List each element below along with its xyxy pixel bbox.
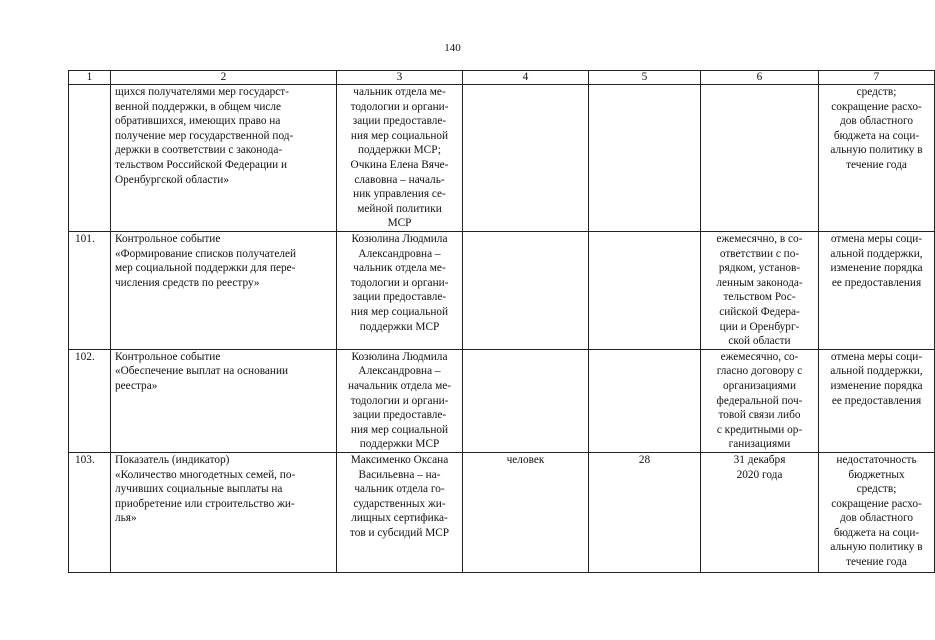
cell-c6	[701, 452, 819, 572]
cell-text-line: получение мер государственной под-	[115, 129, 294, 142]
cell-c7	[819, 452, 935, 572]
cell-text-line: Очкина Елена Вяче-	[350, 158, 449, 171]
cell-text-line: течение года	[846, 158, 907, 171]
cell-text-line: обратившихся, имеющих право на	[115, 115, 281, 128]
cell-text-line: бюджетных	[848, 468, 905, 481]
cell-text-line: славовна – началь-	[354, 173, 445, 186]
column-header: 7	[819, 71, 935, 85]
cell-text-line: поддержки МСР	[359, 320, 440, 333]
cell-text-line: гласно договору с	[716, 365, 803, 378]
row-number: 101.	[69, 232, 111, 350]
row-number: 102.	[69, 349, 111, 452]
cell-text-line: поддержки МСР;	[357, 144, 442, 157]
cell-text-line: ник управления се-	[353, 188, 446, 201]
cell-text-line: 2020 года	[736, 468, 783, 481]
column-header: 1	[69, 71, 111, 85]
cell-c5	[589, 349, 701, 452]
cell-text-line: течение года	[846, 556, 907, 569]
table-header-row	[69, 71, 935, 85]
column-header: 5	[589, 71, 701, 85]
cell-text-line: средств;	[856, 86, 897, 98]
cell-text-line: приобретение или строительство жи-	[115, 497, 295, 510]
cell-text-line: ния мер социальной	[350, 305, 449, 318]
cell-text-line: держки в соответствии с законода-	[115, 144, 283, 157]
row-number	[69, 85, 111, 232]
cell-text-line: 31 декабря	[733, 453, 786, 466]
cell-text-line: Показатель (индикатор)	[115, 453, 230, 466]
cell-text-line: альную политику в	[830, 541, 923, 554]
cell-c4	[463, 349, 589, 452]
cell-text-line: реестра»	[115, 379, 158, 392]
cell-text-line: ской области	[728, 335, 791, 348]
cell-c5	[589, 85, 701, 232]
cell-text-line: ежемесячно, в со-	[716, 233, 803, 245]
cell-text-line: чальник отдела го-	[354, 483, 445, 496]
cell-text-line: тов и субсидий МСР	[349, 526, 450, 539]
cell-text-line: сийской Федера-	[719, 305, 800, 318]
cell-text-line: ганизациями	[728, 438, 791, 451]
cell-text-line: Оренбургской области»	[115, 173, 229, 186]
cell-text-line: числения средств по реестру»	[115, 276, 260, 289]
cell-c7	[819, 349, 935, 452]
cell-c4	[463, 85, 589, 232]
cell-text-line: бюджета на соци-	[833, 526, 920, 539]
cell-text-line: щихся получателями мер государст-	[115, 86, 289, 98]
cell-text-line: Контрольное событие	[115, 233, 221, 245]
cell-text-line: ее предоставления	[831, 394, 922, 407]
cell-c3	[337, 452, 463, 572]
cell-text-line: поддержки МСР	[359, 438, 440, 451]
cell-text-line: ее предоставления	[831, 276, 922, 289]
cell-c3	[337, 85, 463, 232]
cell-text-line: альной поддержки,	[830, 247, 923, 260]
cell-text-line: лищных сертифика-	[351, 512, 448, 525]
cell-text-line: «Обеспечение выплат на основании	[115, 365, 289, 378]
cell-text-line: Васильевна – на-	[358, 468, 441, 481]
cell-text-line: начальник отдела ме-	[347, 379, 452, 392]
cell-text-line: Александровна –	[358, 247, 441, 260]
cell-text-line: отмена меры соци-	[830, 233, 923, 245]
column-header: 4	[463, 71, 589, 85]
cell-text-line: человек	[506, 453, 545, 466]
cell-text-line: Козюлина Людмила	[351, 350, 448, 363]
cell-c3	[337, 349, 463, 452]
cell-text-line: «Формирование списков получателей	[115, 247, 297, 260]
cell-text-line: ции и Оренбург-	[719, 320, 800, 333]
table-row	[69, 452, 935, 572]
cell-text-line: средств;	[856, 483, 897, 496]
cell-text-line: ния мер социальной	[350, 129, 449, 142]
cell-text-line: бюджета на соци-	[833, 129, 920, 142]
cell-c6	[701, 232, 819, 350]
cell-text-line: мер социальной поддержки для пере-	[115, 262, 296, 275]
cell-text-line: тодологии и органи-	[350, 394, 449, 407]
cell-text-line: мейной политики	[357, 202, 442, 215]
cell-c5	[589, 232, 701, 350]
plan-table	[68, 70, 935, 573]
cell-text-line: «Количество многодетных семей, по-	[115, 468, 296, 481]
column-header: 2	[111, 71, 337, 85]
cell-text-line: сокращение расхо-	[831, 100, 922, 113]
cell-text-line: Александровна –	[358, 365, 441, 378]
cell-text-line: зации предоставле-	[352, 291, 447, 304]
cell-text-line: отмена меры соци-	[830, 350, 923, 363]
cell-text-line: ежемесячно, со-	[720, 350, 799, 363]
cell-c2	[111, 452, 337, 572]
cell-text-line: с кредитными ор-	[716, 423, 803, 436]
cell-c7	[819, 85, 935, 232]
cell-text-line: дов областного	[840, 512, 913, 525]
cell-text-line: организациями	[723, 379, 796, 392]
cell-text-line: МСР	[387, 217, 412, 230]
cell-c2	[111, 85, 337, 232]
cell-text-line: ответствии с по-	[719, 247, 800, 260]
cell-text-line: венной поддержки, в общем числе	[115, 100, 282, 113]
cell-text-line: тодологии и органи-	[350, 276, 449, 289]
cell-c5	[589, 452, 701, 572]
cell-text-line: альную политику в	[830, 144, 923, 157]
cell-text-line: лучивших социальные выплаты на	[115, 483, 283, 496]
cell-text-line: изменение порядка	[830, 262, 923, 275]
cell-text-line: Максименко Оксана	[350, 453, 449, 466]
cell-c4	[463, 232, 589, 350]
cell-text-line: зации предоставле-	[352, 115, 447, 128]
table-row	[69, 232, 935, 350]
cell-text-line: ленным законода-	[716, 276, 803, 289]
cell-text-line: зации предоставле-	[352, 409, 447, 422]
cell-text-line: товой связи либо	[718, 409, 801, 422]
cell-text-line: Контрольное событие	[115, 350, 221, 363]
row-number: 103.	[69, 452, 111, 572]
cell-text-line: недостаточность	[836, 453, 917, 466]
cell-text-line: ния мер социальной	[350, 423, 449, 436]
cell-c2	[111, 349, 337, 452]
cell-text-line: рядком, установ-	[718, 262, 801, 275]
cell-c4	[463, 452, 589, 572]
cell-text-line: чальник отдела ме-	[353, 86, 446, 98]
cell-c3	[337, 232, 463, 350]
column-header: 6	[701, 71, 819, 85]
cell-text-line: тельством Рос-	[723, 291, 796, 304]
cell-c2	[111, 232, 337, 350]
cell-text-line: тодологии и органи-	[350, 100, 449, 113]
cell-text-line: 28	[638, 453, 651, 466]
cell-c6	[701, 85, 819, 232]
cell-c7	[819, 232, 935, 350]
cell-text-line: лья»	[115, 512, 137, 525]
cell-text-line: тельством Российской Федерации и	[115, 158, 288, 171]
cell-text-line: дов областного	[840, 115, 913, 128]
cell-text-line: сударственных жи-	[353, 497, 446, 510]
table-row	[69, 85, 935, 232]
cell-text-line: изменение порядка	[830, 379, 923, 392]
page-number: 140	[444, 42, 461, 54]
table-row	[69, 349, 935, 452]
cell-text-line: сокращение расхо-	[831, 497, 922, 510]
cell-text-line: альной поддержки,	[830, 365, 923, 378]
cell-c6	[701, 349, 819, 452]
cell-text-line: чальник отдела ме-	[353, 262, 446, 275]
cell-text-line: федеральной поч-	[716, 394, 803, 407]
cell-text-line: Козюлина Людмила	[351, 233, 448, 245]
column-header: 3	[337, 71, 463, 85]
